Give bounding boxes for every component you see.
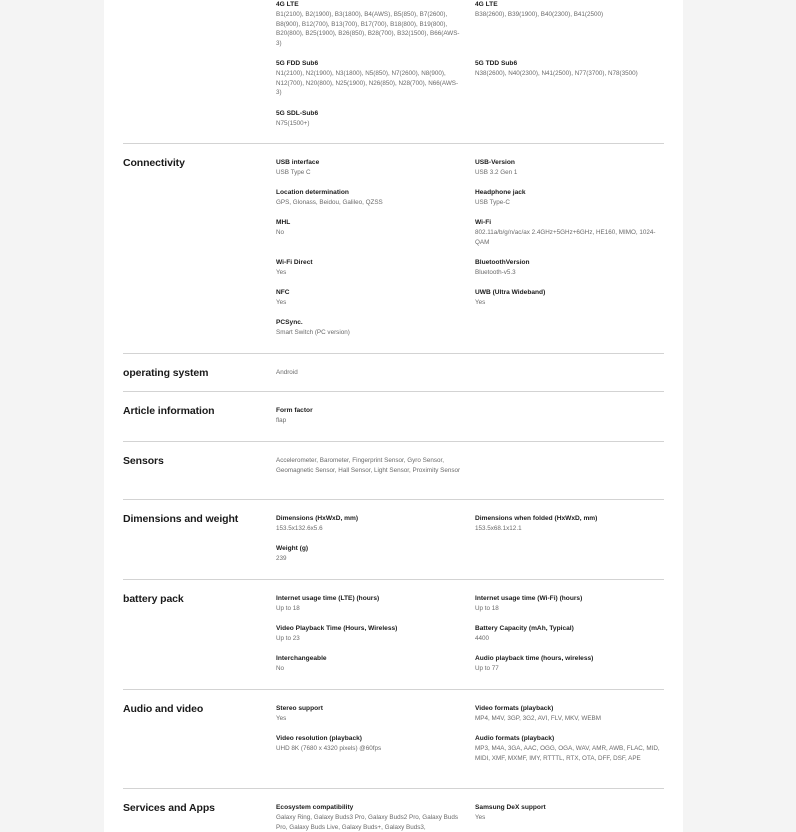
spec-label: PCSync. [276,319,303,326]
spec-value: Bluetooth-v5.3 [475,269,516,276]
spec-value: Yes [276,299,287,306]
section-connectivity [123,144,664,354]
spec-value: Up to 18 [276,605,300,612]
spec-label: Video resolution (playback) [276,735,362,742]
section-services-apps [123,789,664,832]
spec-form-factor [276,406,461,426]
section-battery-pack [123,580,664,690]
spec-value: N38(2600), N40(2300), N41(2500), N77(3700), N78(3500) [475,70,638,77]
spec-battery-capacity [475,624,660,644]
spec-value: 4400 [475,635,490,642]
spec-label: MHL [276,219,291,226]
spec-label: Internet usage time (LTE) (hours) [276,595,380,602]
spec-label: Interchangeable [276,655,327,662]
spec-value: Up to 23 [276,635,300,642]
spec-pcsync [276,318,461,338]
spec-value: Up to 18 [475,605,499,612]
spec-label: Samsung DeX support [475,804,546,811]
spec-value: MP3, M4A, 3GA, AAC, OGG, OGA, WAV, AMR, AWB, FLAC, MID, MIDI, XMF, MXMF, IMY, RTTTL, RTX, OTA, DFF, DSF, APE [475,745,660,762]
spec-label: Dimensions when folded (HxWxD, mm) [475,515,598,522]
spec-5g-fdd-sub6 [276,59,461,98]
spec-internet-wifi [475,594,660,614]
spec-value: GPS, Glonass, Beidou, Galileo, QZSS [276,199,383,206]
spec-internet-lte [276,594,461,614]
spec-video-playback [276,624,461,644]
section-dimensions-weight [123,500,664,580]
section-title: Audio and video [123,703,204,715]
spec-label: Wi-Fi Direct [276,259,313,266]
spec-location [276,188,461,208]
spec-label: Stereo support [276,705,323,712]
spec-value: Yes [475,299,486,306]
spec-value: N1(2100), N2(1900), N3(1800), N5(850), N7(2600), N8(900), N12(700), N20(800), N25(1900), N26(850), N28(700), N66(AWS-3) [276,70,459,97]
spec-label: USB-Version [475,159,515,166]
spec-label: Audio playback time (hours, wireless) [475,655,594,662]
spec-stereo-support [276,704,461,724]
spec-label: USB interface [276,159,320,166]
spec-dimensions [276,514,461,534]
section-title: Dimensions and weight [123,513,239,525]
spec-label: Form factor [276,407,313,414]
spec-value: MP4, M4V, 3GP, 3G2, AVI, FLV, MKV, WEBM [475,715,601,722]
spec-value: 153.5x132.6x5.6 [276,525,323,532]
spec-value: UHD 8K (7680 x 4320 pixels) @60fps [276,745,382,752]
section-title: Sensors [123,455,164,467]
spec-label: 4G LTE [475,1,498,8]
spec-value: USB Type C [276,169,311,176]
spec-weight [276,544,461,564]
section-title: Services and Apps [123,802,215,814]
spec-mhl [276,218,461,238]
spec-ecosystem [276,803,461,832]
spec-label: BluetoothVersion [475,259,530,266]
spec-wifi-direct [276,258,461,278]
spec-value: 239 [276,555,287,562]
spec-4g-lte-tdd [475,0,660,20]
spec-label: Audio formats (playback) [475,735,555,742]
spec-value: 802.11a/b/g/n/ac/ax 2.4GHz+5GHz+6GHz, HE160, MIMO, 1024-QAM [475,229,656,246]
section-title: operating system [123,367,209,379]
spec-interchangeable [276,654,461,674]
spec-5g-sdl-sub6 [276,109,461,129]
specifications-panel [104,0,683,832]
spec-value: Yes [276,715,287,722]
section-operating-system [123,354,664,392]
spec-label: NFC [276,289,290,296]
spec-label: Headphone jack [475,189,526,196]
spec-label: 5G SDL-Sub6 [276,110,319,117]
spec-label: Wi-Fi [475,219,492,226]
spec-value: Accelerometer, Barometer, Fingerprint Sensor, Gyro Sensor, Geomagnetic Sensor, Hall Sensor, Light Sensor, Proximity Sensor [276,457,461,474]
spec-headphone-jack [475,188,660,208]
spec-value: flap [276,417,287,424]
spec-value: Smart Switch (PC version) [276,329,350,336]
spec-value: B38(2600), B39(1900), B40(2300), B41(2500) [475,11,604,18]
spec-value: USB Type-C [475,199,510,206]
spec-label: Battery Capacity (mAh, Typical) [475,625,574,632]
spec-label: 5G FDD Sub6 [276,60,319,67]
spec-audio-playback [475,654,660,674]
spec-value: B1(2100), B2(1900), B3(1800), B4(AWS), B5(850), B7(2600), B8(900), B12(700), B13(700), B17(700), B18(800), B19(800), B20(800), B25(1900), B26(850), B28(700), B32(1500), B66(AWS-3) [276,11,460,48]
section-article-information [123,392,664,442]
spec-sensors-list [276,456,461,475]
spec-value: Yes [276,269,287,276]
spec-dimensions-folded [475,514,660,534]
spec-value: Galaxy Ring, Galaxy Buds3 Pro, Galaxy Buds2 Pro, Galaxy Buds Pro, Galaxy Buds Live, Galaxy Buds+, Galaxy Buds3, [276,814,458,831]
spec-video-resolution [276,734,461,754]
section-title: battery pack [123,593,184,605]
spec-label: Video Playback Time (Hours, Wireless) [276,625,398,632]
spec-value: Up to 77 [475,665,499,672]
spec-value: Yes [475,814,486,821]
spec-value: 153.5x68.1x12.1 [475,525,522,532]
spec-wifi [475,218,660,247]
spec-os [276,368,461,378]
spec-value: USB 3.2 Gen 1 [475,169,518,176]
spec-usb-interface [276,158,461,178]
spec-value: N75(1500+) [276,120,310,127]
section-audio-video [123,690,664,789]
spec-video-formats [475,704,660,724]
section-title: Connectivity [123,157,185,169]
spec-audio-formats [475,734,660,763]
spec-4g-lte [276,0,461,49]
spec-label: Dimensions (HxWxD, mm) [276,515,359,522]
spec-label: Video formats (playback) [475,705,554,712]
spec-value: No [276,665,285,672]
spec-5g-tdd-sub6 [475,59,660,79]
spec-bluetooth-version [475,258,660,278]
section-network [123,0,664,144]
spec-label: Internet usage time (Wi-Fi) (hours) [475,595,583,602]
spec-value: No [276,229,285,236]
section-title: Article information [123,405,215,417]
section-sensors [123,442,664,500]
spec-label: Location determination [276,189,349,196]
spec-value: Android [276,369,298,376]
spec-usb-version [475,158,660,178]
spec-uwb [475,288,660,308]
spec-dex-support [475,803,660,823]
spec-nfc [276,288,461,308]
spec-label: UWB (Ultra Wideband) [475,289,546,296]
spec-label: Weight (g) [276,545,309,552]
spec-label: Ecosystem compatibility [276,804,354,811]
spec-label: 4G LTE [276,1,299,8]
spec-label: 5G TDD Sub6 [475,60,518,67]
